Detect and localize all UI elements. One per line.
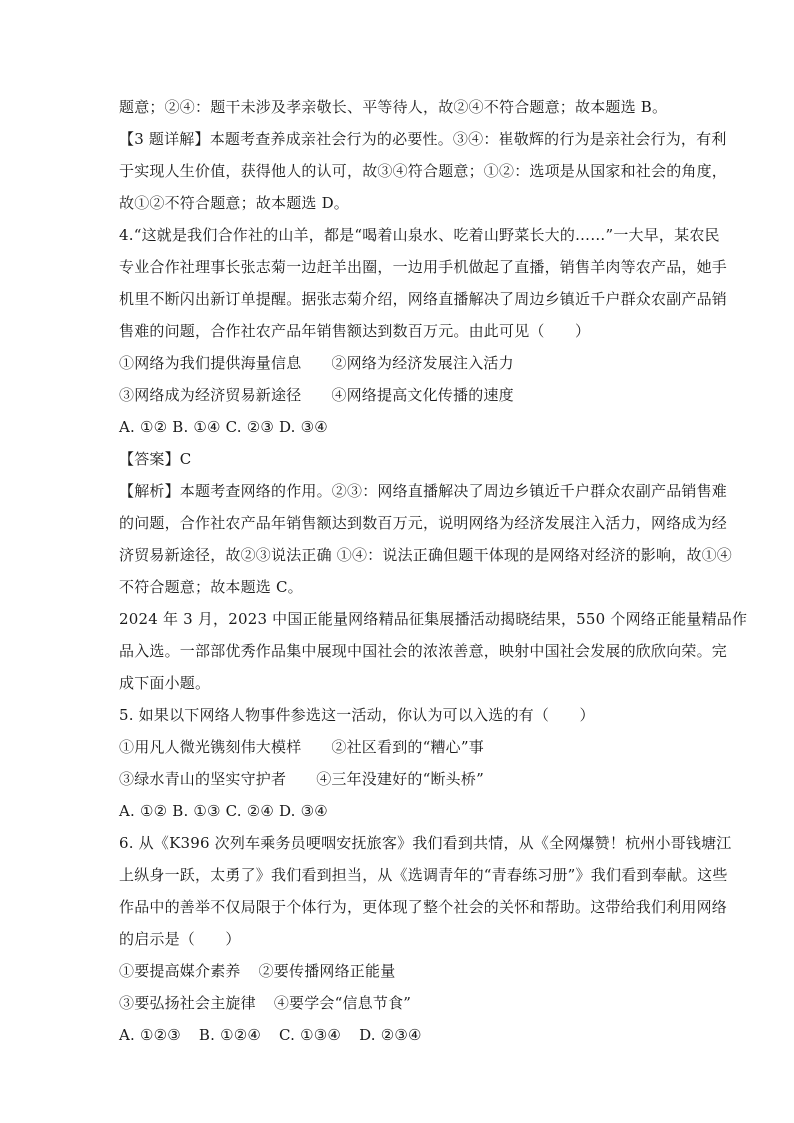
- text-line: 专业合作社理事长张志菊一边赶羊出圈，一边用手机做起了直播，销售羊肉等农产品，她手: [119, 258, 728, 276]
- option-item: ②要传播网络正能量: [258, 962, 396, 980]
- analysis-text: 【解析】本题考查网络的作用。②③：网络直播解决了周边乡镇近千户群众农副产品销售难: [119, 482, 728, 500]
- text-line: 成下面小题。: [119, 674, 211, 692]
- text-line: 品入选。一部部优秀作品集中展现中国社会的浓浓善意，映射中国社会发展的欣欣向荣。完: [119, 642, 728, 660]
- text-line: 机里不断闪出新订单提醒。据张志菊介绍，网络直播解决了周边乡镇近千户群众农副产品销: [119, 290, 728, 308]
- choice-item: C. ①③④: [279, 1026, 342, 1044]
- question-5-options-row-1: [119, 736, 679, 758]
- text-line: 的启示是（ ）: [119, 930, 241, 948]
- choice-item: A. ①②③: [119, 1026, 181, 1044]
- question-4-options-row-1: [119, 352, 679, 374]
- option-item: ③要弘扬社会主旋律: [119, 994, 256, 1012]
- passage-text: 2024 年 3 月，2023 中国正能量网络精品征集展播活动揭晓结果，550 个网络正能量精品作: [119, 610, 748, 628]
- option-item: ③绿水青山的坚实守护者: [119, 770, 287, 788]
- question-4-choices: A. ①② B. ①④ C. ②③ D. ③④: [119, 418, 328, 436]
- text-line: 作品中的善举不仅局限于个体行为，更体现了整个社会的关怀和帮助。这带给我们利用网络: [119, 898, 728, 916]
- choice-item: D. ②③④: [359, 1026, 422, 1044]
- question-5-stem: 5. 如果以下网络人物事件参选这一活动，你认为可以入选的有（ ）: [119, 706, 595, 724]
- option-item: ②社区看到的“糟心”事: [331, 738, 484, 756]
- option-item: ③网络成为经济贸易新途径: [119, 386, 302, 404]
- text-line: 故①②不符合题意；故本题选 D。: [119, 194, 349, 212]
- option-item: ④网络提高文化传播的速度: [331, 386, 514, 404]
- text-line: 济贸易新途径，故②③说法正确 ①④：说法正确但题干体现的是网络对经济的影响，故①④: [119, 546, 732, 564]
- question-4-stem: 4.“这就是我们合作社的山羊，都是“喝着山泉水、吃着山野菜长大的……”一大早，某农民: [119, 226, 720, 244]
- text-line: 的问题，合作社农产品年销售额达到数百万元，说明网络为经济发展注入活力，网络成为经: [119, 514, 728, 532]
- answer-label: 【答案】C: [119, 450, 192, 468]
- option-item: ④要学会“信息节食”: [273, 994, 412, 1012]
- text-line: 售难的问题，合作社农产品年销售额达到数百万元。由此可见（ ）: [119, 322, 591, 340]
- question-6-options-row-2: [119, 992, 679, 1014]
- question-5-choices: A. ①② B. ①③ C. ②④ D. ③④: [119, 802, 328, 820]
- question-4-options-row-2: [119, 384, 679, 406]
- choice-item: B. ①②④: [198, 1026, 262, 1044]
- text-line: 不符合题意；故本题选 C。: [119, 578, 303, 596]
- option-item: ④三年没建好的“断头桥”: [316, 770, 484, 788]
- text-line: 【3 题详解】本题考查养成亲社会行为的必要性。③④：崔敬辉的行为是亲社会行为，有利: [119, 130, 727, 148]
- question-5-options-row-2: [119, 768, 679, 790]
- text-line: 上纵身一跃，太勇了》我们看到担当，从《选调青年的“青春练习册”》我们看到奉献。这些: [119, 866, 728, 884]
- question-6-choices: [119, 1024, 679, 1046]
- text-line: 于实现人生价值，获得他人的认可，故③④符合题意；①②：选项是从国家和社会的角度，: [119, 162, 728, 180]
- text-line: 题意；②④：题干未涉及孝亲敬长、平等待人，故②④不符合题意；故本题选 B。: [119, 98, 668, 116]
- question-6-options-row-1: [119, 960, 679, 982]
- option-item: ②网络为经济发展注入活力: [331, 354, 514, 372]
- document-page: [119, 96, 748, 1056]
- question-6-stem: 6. 从《K396 次列车乘务员哽咽安抚旅客》我们看到共情，从《全网爆赞！杭州小哥钱塘江: [119, 834, 732, 852]
- option-item: ①网络为我们提供海量信息: [119, 354, 302, 372]
- option-item: ①用凡人微光镌刻伟大模样: [119, 738, 302, 756]
- option-item: ①要提高媒介素养: [119, 962, 241, 980]
